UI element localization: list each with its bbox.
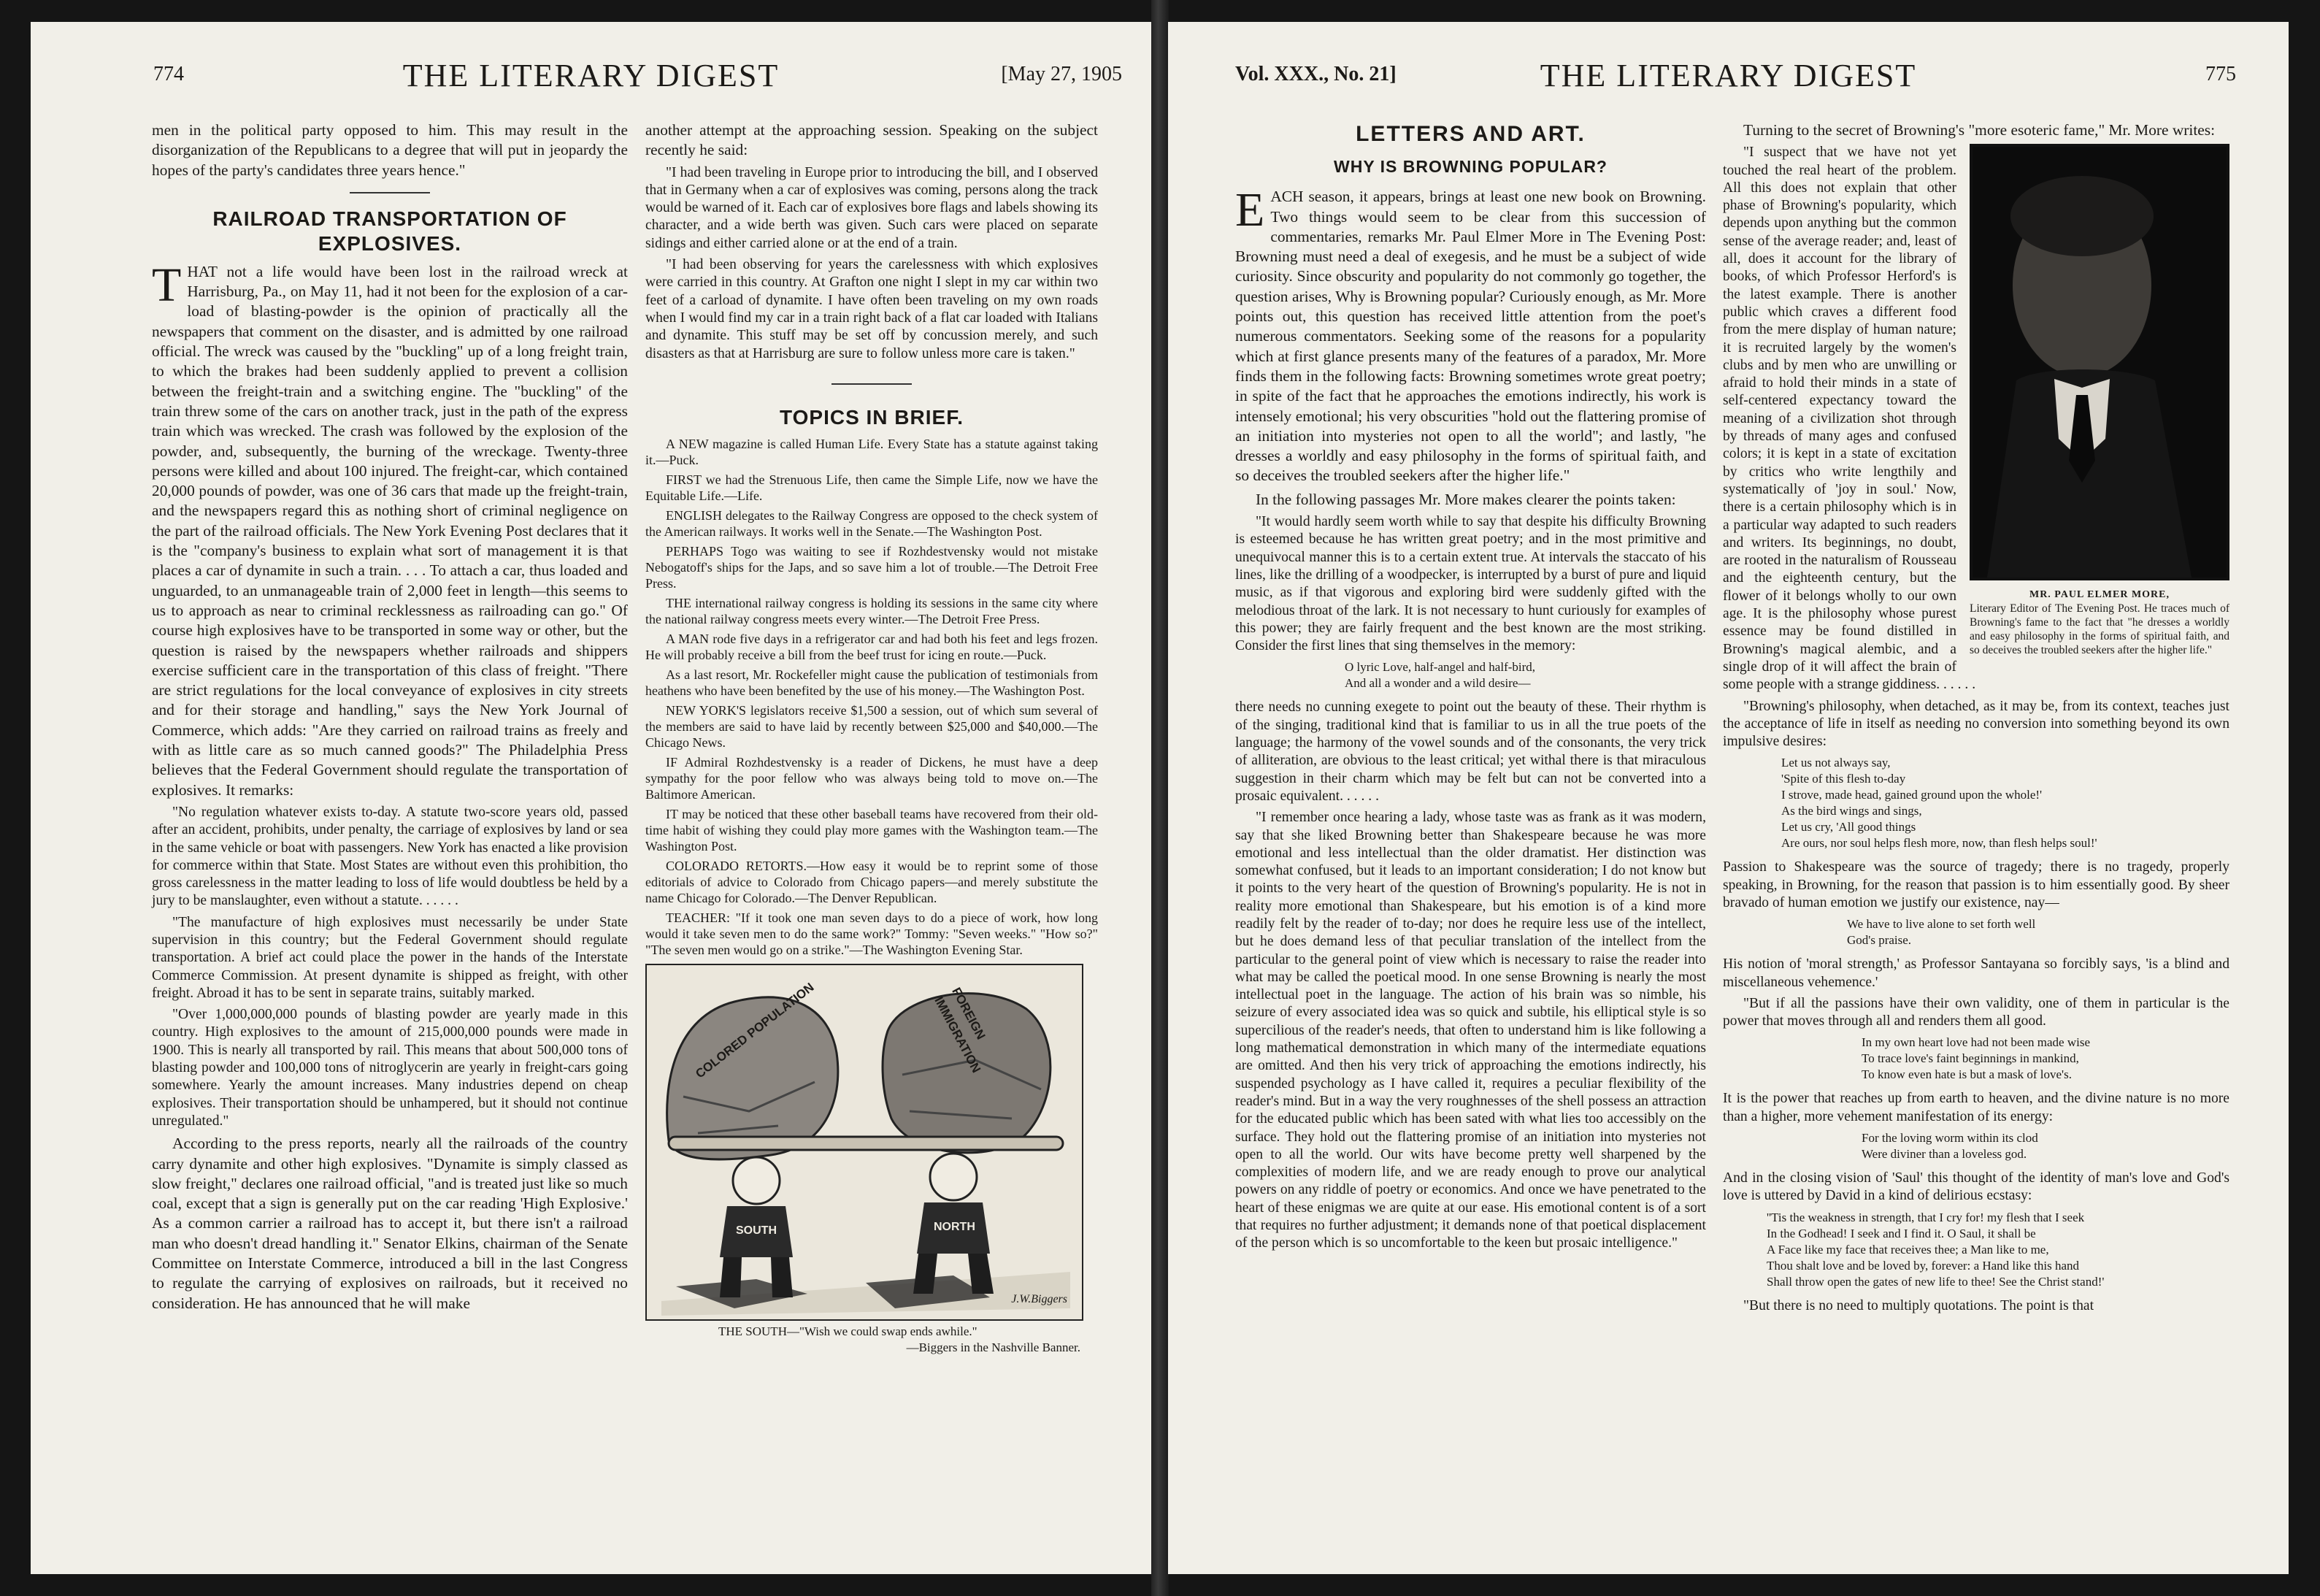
right-page xyxy=(1168,22,2289,1574)
verse-loving-worm xyxy=(1723,1130,2229,1162)
quote-paragraph: "Browning's philosophy, when detached, as it may be, from its context, teaches just the acceptance of life in itself as needing no conversion into something beyond its own impulsive desires: xyxy=(1723,698,2229,750)
drop-cap: T xyxy=(152,258,182,312)
cartoon-caption: THE SOUTH—"Wish we could swap ends awhile." xyxy=(718,1324,977,1338)
portrait-caption: Literary Editor of The Evening Post. He traces much of Browning's fame to the fact that "he dresses a worldly and easy philosophy in the forms of spiritual faith, and so deceives the troubled seekers after the higher life." xyxy=(1970,602,2229,657)
portrait-figure xyxy=(1970,144,2229,657)
article-paragraph: another attempt at the approaching session. Speaking on the subject recently he said: xyxy=(645,121,1098,159)
left-column-1 xyxy=(152,120,628,1317)
verse-line: God's praise. xyxy=(1847,933,1912,948)
quote-paragraph: His notion of 'moral strength,' as Professor Santayana so forcibly says, 'is a blind and miscellaneous vehemence.' xyxy=(1723,956,2229,990)
verse-line: In my own heart love had not been made wise xyxy=(1862,1035,2090,1050)
quote-paragraph: Passion to Shakespeare was the source of tragedy; there is no tragedy, properly speaking, in Browning, for the reason that passion is to him essentially good. By sheer bravado of human emotion we justify our existence, nay— xyxy=(1723,859,2229,910)
issue-date: [May 27, 1905 xyxy=(1001,63,1122,85)
verse-line: O lyric Love, half-angel and half-bird, xyxy=(1345,660,1536,675)
brief-item: FIRST we had the Strenuous Life, then came the Simple Life, now we have the Equitable Life.—Life. xyxy=(645,472,1098,503)
brief-item: IF Admiral Rozhdestvensky is a reader of Dickens, he must have a deep sympathy for the poor fellow who was always being told to move on.—The Baltimore American. xyxy=(645,754,1098,802)
paragraph-text: HAT not a life would have been lost in the railroad wreck at Harrisburg, Pa., on May 11, had it not been for the explosion of a car-load of blasting-powder is the opinion of practically all the newspapers that comment on the disaster, and is admitted by one railroad official. The wreck was caused by the "buckling" up of a long freight train, to which the brakes had been suddenly applied to prevent a collision between the freight-train and a switching engine. The "buckling" of the train threw some of the cars on another track, just in the path of the express train which was wrecked. The crash was followed by the explosion of the powder, and, subsequently, the burning of the wreckage. Twenty-three persons were killed and about 100 injured. The freight-car, which contained 20,000 pounds of powder, was one of 36 cars that made up the freight-train, and the newspapers regard this as nothing short of criminal negligence on the part of the railroad officials. The New York Evening Post declares that it is the "company's business to explain what sort of management it is that places a car of dynamite in such a train. . . . To attach a car, thus loaded and unguarded, to an unmanageable train of 2,000 feet in length—this seems to us to approach as near to criminal recklessness as railroading can go." Of course high explosives have to be transported in some way or other, but the question is raised by the newspapers whether railroads and shippers exercise sufficient care in the transportation of this class of freight. "There are strict regulations for the local conveyance of explosives in city streets and for their storage and handling," says the New York Journal of Commerce, which adds: "Are they carried on railroad trains as freely and with as little care as so much canned goods?" The Philadelphia Press believes that the Federal Government should regulate the transportation of explosives. It remarks: xyxy=(152,262,628,799)
brief-item: A MAN rode five days in a refrigerator car and had both his feet and legs frozen. He will probably receive a bill from the beef trust for icing en route.—Puck. xyxy=(645,631,1098,662)
verse-my-own-heart xyxy=(1723,1035,2229,1083)
section-title-topics: TOPICS IN BRIEF. xyxy=(780,405,964,429)
left-column-2 xyxy=(645,120,1098,1356)
quote-paragraph: "The manufacture of high explosives must necessarily be under State supervision in this country; but the Federal Government should regulate transportation. A brief act could place the power in the hands of the Interstate Commerce Commission. At present dynamite is shipped as freight, with other freight. Abroad it has to be sent in separate trains, suitably marked. xyxy=(152,914,628,1001)
quote-paragraph: "But if all the passions have their own validity, one of them in particular is the power that moves through all and renders them all good. xyxy=(1723,995,2229,1029)
topics-in-brief-list xyxy=(645,436,1098,958)
verse-lyric-love xyxy=(1235,659,1706,691)
page-number: 774 xyxy=(153,63,184,85)
article-paragraph: According to the press reports, nearly all the railroads of the country carry dynamite and other high explosives. "Dynamite is simply classed as slow freight," declares one railroad official, "and is treated just like so much coal, except that a sign is generally put on the car reading 'High Explosive.' As a common carrier a railroad has to accept it, but there isn't a railroad man who doesn't dread handling it." Senator Elkins, chairman of the Senate Committee on Interstate Commerce, introduced a bill in the last Congress to regulate the carrying of explosives on railroads, but it received no consideration. He has announced that he will make xyxy=(152,1135,628,1312)
quote-paragraph: "But there is no need to multiply quotations. The point is that xyxy=(1743,1297,2094,1313)
brief-item: PERHAPS Togo was waiting to see if Rozhdestvensky would not mistake Nebogatoff's ships for the Japs, and so save him a lot of trouble.—The Detroit Free Press. xyxy=(645,543,1098,591)
verse-line: Let us not always say, xyxy=(1781,756,1891,770)
running-head-right xyxy=(1168,57,2289,108)
portrait-photo xyxy=(1970,144,2229,580)
cartoon-label-right: FOREIGN IMMIGRATION xyxy=(932,985,988,1075)
cartoon-illustration xyxy=(645,964,1083,1321)
portrait-image xyxy=(1973,147,2227,578)
article-title-railroad: RAILROAD TRANSPORTATION OF EXPLOSIVES. xyxy=(212,207,567,255)
cartoon-signature: J.W.Biggers xyxy=(1011,1292,1067,1305)
verse-let-us-not xyxy=(1723,755,2229,851)
quote-paragraph: "I had been observing for years the carelessness with which explosives were carried in this country. At Grafton one night I slept in my car within two feet of a carload of dynamite. I have often been traveling on my own roads when I would find my car in a train right back of a flat car loaded with Italians and dynamite. This stuff may be set off by concussion merely, and such disasters as that at Harrisburg are sure to follow unless more care is taken." xyxy=(645,257,1098,361)
brief-item: COLORADO RETORTS.—How easy it would be to reprint some of those editorials of advice to Colorado from Chicago papers—and merely substitute the name Chicago for Colorado.—The Denver Republican. xyxy=(645,858,1098,905)
drop-cap: E xyxy=(1235,183,1265,237)
page-number: 775 xyxy=(2205,63,2236,85)
article-title-browning: WHY IS BROWNING POPULAR? xyxy=(1334,157,1608,176)
continuation-paragraph: men in the political party opposed to him. This may result in the disorganization of the Republicans to a degree that will put in jeopardy the hopes of the party's candidates three years hence." xyxy=(152,121,628,179)
quote-paragraph: "Over 1,000,000,000 pounds of blasting powder are yearly made in this country. High explosives to the amount of 215,000,000 pounds were made in 1900. This is nearly all transported by rail. This means that about 500,000 tons of blasting powder and 100,000 tons of nitroglycerin are yearly in freight-cars going somewhere. Yearly the amount increases. Many industries depend on cheap explosives. Their transportation should be unhampered, but it should not continue unregulated." xyxy=(152,1007,628,1129)
portrait-caption-block xyxy=(1970,588,2229,657)
verse-line: In the Godhead! I seek and I find it. O Saul, it shall be xyxy=(1767,1226,2036,1240)
divider xyxy=(831,383,912,385)
brief-item: A NEW magazine is called Human Life. Every State has a statute against taking it.—Puck. xyxy=(645,436,1098,467)
left-page xyxy=(31,22,1151,1574)
cartoon-figure-south: SOUTH xyxy=(736,1224,777,1237)
verse-line: ''Tis the weakness in strength, that I cry for! my flesh that I seek xyxy=(1767,1210,2085,1224)
brief-item: As a last resort, Mr. Rockefeller might cause the publication of testimonials from heathens who have been benefited by the use of his money.—The Washington Post. xyxy=(645,667,1098,698)
portrait-name: MR. PAUL ELMER MORE, xyxy=(2029,589,2170,601)
verse-line: 'Spite of this flesh to-day xyxy=(1781,772,1906,786)
quote-paragraph: "No regulation whatever exists to-day. A statute two-score years old, passed after an accident, prohibits, under penalty, the carriage of explosives by land or sea in the same vehicle or boat with passengers. New York has enacted a like provision for commerce within that State. Most States are without even this prohibition, tho gross carelessness in the matter leading to loss of life would doubtless be held by a jury to be manslaughter, even without a statute. . . . . . xyxy=(152,804,628,909)
cartoon-label-left: COLORED POPULATION xyxy=(693,980,817,1081)
verse-live-alone xyxy=(1723,916,2229,948)
brief-item: THE international railway congress is holding its sessions in the same city where the national railway congress meets every winter.—The Detroit Free Press. xyxy=(645,595,1098,626)
article-paragraph xyxy=(152,258,628,800)
paragraph-text: ACH season, it appears, brings at least one new book on Browning. Two things would seem to be clear from this succession of commentaries, remarks Mr. Paul Elmer More in The Evening Post: Browning must need a deal of exegesis, and he must be a subject of wide curiosity. Since obscurity and popularity do not commonly go together, the question arises, Why is Browning popular? Curiously enough, as Mr. More points out, this question has received little attention from the poet's numerous commentators. Seeking some of the reasons for a popularity which at first glance presents many of the features of a paradox, Mr. More finds them in the following facts: Browning sometimes wrote great poetry; in spite of the fact that he approaches the emotions indirectly, his work is intensely emotional; his very obscurities "hold out the flattering promise of an initiation into mysteries not open to all the world"; and lastly, "he dresses a worldly and easy philosophy in the forms of spiritual faith, and so deceives the troubled seekers after the higher life." xyxy=(1235,188,1706,485)
verse-line: Thou shalt love and be loved by, forever: a Hand like this hand xyxy=(1767,1258,2080,1273)
verse-line: To trace love's faint beginnings in mankind, xyxy=(1862,1051,2079,1066)
verse-saul xyxy=(1723,1210,2229,1290)
verse-line: I strove, made head, gained ground upon the whole!' xyxy=(1781,788,2043,802)
right-column-1 xyxy=(1235,120,1706,1257)
right-column-2 xyxy=(1723,120,2229,1319)
running-title: THE LITERARY DIGEST xyxy=(402,58,780,93)
cartoon-drawing xyxy=(647,965,1082,1319)
quote-paragraph: And in the closing vision of 'Saul' this thought of the identity of man's love and God's love is uttered by David in a kind of delirious ecstasy: xyxy=(1723,1170,2229,1204)
running-head-left xyxy=(31,57,1151,108)
article-paragraph: Turning to the secret of Browning's "more esoteric fame," Mr. More writes: xyxy=(1743,121,2216,139)
verse-line: For the loving worm within its clod xyxy=(1862,1131,2038,1146)
verse-line: Are ours, nor soul helps flesh more, now, than flesh helps soul!' xyxy=(1781,836,2097,851)
brief-item: IT may be noticed that these other baseball teams have recovered from their old-time habit of wishing they could play more games with the Washington team.—The Washington Post. xyxy=(645,806,1098,853)
cartoon-credit: —Biggers in the Nashville Banner. xyxy=(906,1340,1080,1354)
running-title: THE LITERARY DIGEST xyxy=(1540,58,1917,93)
brief-item: TEACHER: "If it took one man seven days to do a piece of work, how long would it take seven men to do the same work?" Tommy: "Seven weeks." "How so?" "The seven men would go on a strike."—The Washington Evening Star. xyxy=(645,910,1098,957)
quote-paragraph: "It would hardly seem worth while to say that despite his difficulty Browning is esteemed because he has written great poetry; and in the most primitive and unequivocal manner this is to a certain extent true. At intervals the staccato of his lines, like the drilling of a woodpecker, is interrupted by a burst of pure and liquid music, as if that vigorous and exploring bird were suddenly gifted with the melodious throat of the lark. It is not necessary to hunt curiously for examples of this power; they are fairly frequent and the best known are the most striking. Consider the first lines that sing themselves in the memory: xyxy=(1235,514,1706,654)
verse-line: Were diviner than a loveless god. xyxy=(1862,1147,2027,1162)
article-paragraph: In the following passages Mr. More makes clearer the points taken: xyxy=(1256,490,1676,508)
verse-line: Let us cry, 'All good things xyxy=(1781,820,1916,835)
section-title-letters-and-art: LETTERS AND ART. xyxy=(1356,122,1586,146)
cartoon-figure-north: NORTH xyxy=(934,1220,975,1233)
quote-paragraph: "I remember once hearing a lady, whose taste was as frank as it was modern, say that she liked Browning better than Shakespeare because he was more emotional and less intellectual than the older dramatist. Her distinction was somewhat confused, but it leads to an important consideration; I do not know but it points to the very heart of the question of Browning's popularity. He is not in reality more emotional than Shakespeare, but his emotion is of a kind more readily felt by the reader of to-day; nor does he require less use of the intellect, but he does demand less of that peculiar translation of the intellect from the particular to the general point of view which is necessary to raise the reader into what may be called the poetical mood. In one sense Browning is nearly the most intellectual poet in the language. The action of his brain was so nimble, his seizure of every associated idea was so quick and subtile, his elliptical style is so supercilious of the reader's needs, that often to understand him is like following a long mathematical demonstration in which many of the intermediate equations are omitted. And then his very trick of approaching the emotions indirectly, his suspended psychology as I have called it, requires a peculiar flexibility of the reader's mind. But in a way the very roughnesses of the shell possess an attraction for the educated public which has been sated with what lies too accessibly on the surface. They hold out the flattering promise of an initiation into mysteries not open to all the world. Our wits have become pretty well sharpened by the complexities of modern life, and we are ready enough to prove our analytical powers on any riddle of poetry or economics. And once we have penetrated to the heart of these enigmas we are quite at our ease. His emotional content is of a sort that requires no further adjustment; it demands none of that poetical displacement of the person which is so uncomfortable to the keen but prosaic intelligence." xyxy=(1235,810,1706,1251)
book-gutter xyxy=(1151,0,1169,1596)
quote-paragraph: It is the power that reaches up from earth to heaven, and the divine nature is no more than a higher, more vehement manifestation of its energy: xyxy=(1723,1091,2229,1124)
article-paragraph xyxy=(1235,183,1706,486)
brief-item: NEW YORK'S legislators receive $1,500 a session, out of which sum several of the members are said to have laid by recently between $25,000 and $40,000.—The Chicago News. xyxy=(645,702,1098,750)
verse-line: We have to live alone to set forth well xyxy=(1847,917,2036,932)
quote-paragraph: "I had been traveling in Europe prior to introducing the bill, and I observed that in Germany when a car of explosives was coming, persons along the track would be warned of it. Each car of explosives bore flags and labels showing its character, and a wide berth was given. Such cars were placed on separate sidings and either carried alone or at the end of a train. xyxy=(645,164,1098,251)
verse-line: And all a wonder and a wild desire— xyxy=(1345,676,1531,691)
quote-paragraph: there needs no cunning exegete to point out the beauty of these. Their rhythm is of the singing, traditional kind that is familiar to us in all the true poets of the language; the harmony of the vowel sounds and of the consonants, the very trick of alliteration, are obvious to the least critical; yet withal there is that miraculous suggestion in their charm which may be felt but can not be converted into a prosaic equivalent. . . . . . xyxy=(1235,699,1706,804)
verse-line: A Face like my face that receives thee; a Man like to me, xyxy=(1767,1242,2049,1257)
quote-paragraph: "I suspect that we have not yet touched the real heart of the problem. All this does not explain that other phase of Browning's popularity, which depends upon anything but the common sense of the average reader; and, least of all, does it account for the library of books, of which Professor Herford's is the latest example. There is another public which craves a different food from the mere display of human nature; it is recruited largely by the women's clubs and by men who are unwilling or afraid to hold their minds in a state of self-centered expectancy toward the meaning of a civilization shot through by threads of many ages and confused colors; it is kept in a state of excitation by critics who write lengthily and systematically of 'joy in soul.' Now, there is a certain philosophy which is in a particular way adapted to such readers and writers. Its beginnings, no doubt, are rooted in the naturalism of Rousseau and the eighteenth century, but the flower of it belongs wholly to our own age. It is the philosophy whose purest essence may be found distilled in Browning's magical alembic, and a single drop of it will affect the brain of some people with a strange giddiness. . . . . . xyxy=(1723,145,1976,693)
brief-item: ENGLISH delegates to the Railway Congress are opposed to the check system of the American railways. It works well in the Senate.—The Washington Post. xyxy=(645,507,1098,539)
verse-line: Shall throw open the gates of new life to thee! See the Christ stand!' xyxy=(1767,1274,2105,1289)
volume-number: Vol. XXX., No. 21] xyxy=(1235,63,1397,85)
verse-line: To know even hate is but a mask of love's. xyxy=(1862,1067,2072,1082)
divider xyxy=(350,192,430,193)
verse-line: As the bird wings and sings, xyxy=(1781,804,1922,818)
